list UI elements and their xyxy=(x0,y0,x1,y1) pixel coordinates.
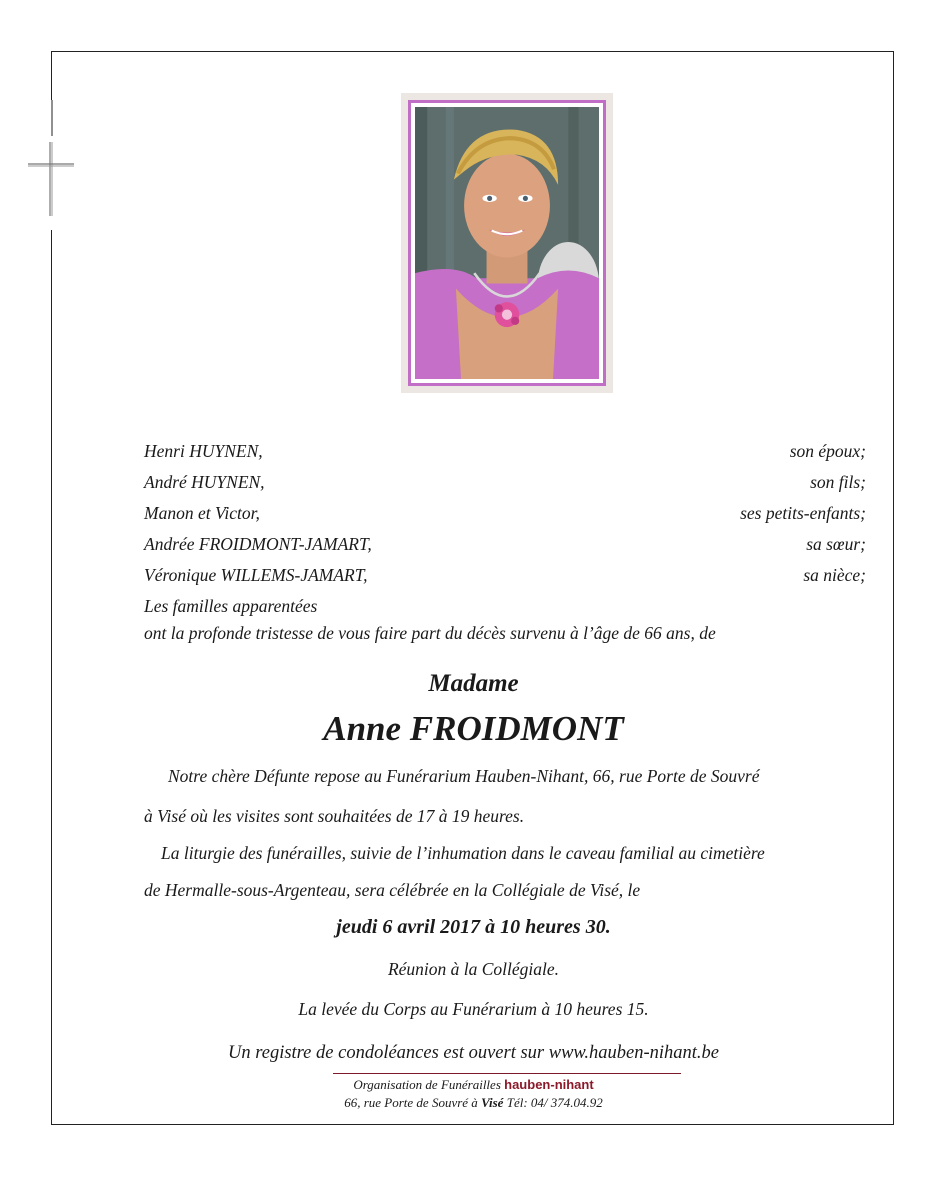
visitation-line-2: à Visé où les visites sont souhaitées de 17 à 19 heures. xyxy=(144,806,525,826)
family-member-name: Henri HUYNEN, xyxy=(144,441,263,461)
family-member-relation: sa sœur; xyxy=(806,534,866,554)
liturgy-line-2: de Hermalle-sous-Argenteau, sera célébrée en la Collégiale de Visé, le xyxy=(144,880,641,900)
footer-address-prefix: 66, rue Porte de Souvré à xyxy=(344,1095,478,1110)
portrait-frame xyxy=(401,93,613,393)
footer-address xyxy=(0,1095,947,1111)
portrait-photo xyxy=(415,107,599,379)
family-list xyxy=(144,436,866,622)
footer-city: Visé xyxy=(481,1095,504,1110)
family-member-relation: sa nièce; xyxy=(803,565,866,585)
brand-logo-text: hauben-nihant xyxy=(504,1077,594,1092)
cross-icon xyxy=(28,100,76,230)
family-member-name: Véronique WILLEMS-JAMART, xyxy=(144,565,368,585)
levee-time: La levée du Corps au Funérarium à 10 heures 15. xyxy=(298,999,649,1019)
family-member-relation: ses petits-enfants; xyxy=(740,503,866,523)
condolence-registry: Un registre de condoléances est ouvert sur www.hauben-nihant.be xyxy=(227,1043,720,1063)
family-row xyxy=(144,436,866,467)
family-member-relation: son époux; xyxy=(789,441,866,461)
funeral-date: jeudi 6 avril 2017 à 10 heures 30. xyxy=(336,916,611,938)
announcement-intro: ont la profonde tristesse de vous faire part du décès survenu à l’âge de 66 ans, de xyxy=(144,623,716,643)
family-row xyxy=(144,560,866,591)
family-row xyxy=(144,467,866,498)
footer-organisation xyxy=(0,1077,947,1093)
family-member-name: Andrée FROIDMONT-JAMART, xyxy=(144,534,372,554)
family-row xyxy=(144,498,866,529)
liturgy-line-1: La liturgie des funérailles, suivie de l’inhumation dans le caveau familial au cimetière xyxy=(161,843,765,863)
visitation-line-1: Notre chère Défunte repose au Funérarium Hauben-Nihant, 66, rue Porte de Souvré xyxy=(168,766,760,786)
portrait-border xyxy=(408,100,606,386)
meeting-place: Réunion à la Collégiale. xyxy=(387,959,560,979)
family-member-name: André HUYNEN, xyxy=(144,472,265,492)
family-member-relation: son fils; xyxy=(810,472,866,492)
footer-divider xyxy=(333,1073,681,1074)
family-member-name: Manon et Victor, xyxy=(144,503,260,523)
footer-organisation-label: Organisation de Funérailles xyxy=(353,1077,501,1092)
deceased-name: Anne FROIDMONT xyxy=(323,709,624,748)
title-madame: Madame xyxy=(428,670,519,697)
family-row xyxy=(144,529,866,560)
footer-phone: Tél: 04/ 374.04.92 xyxy=(506,1095,603,1110)
family-member-name: Les familles apparentées xyxy=(144,596,318,616)
